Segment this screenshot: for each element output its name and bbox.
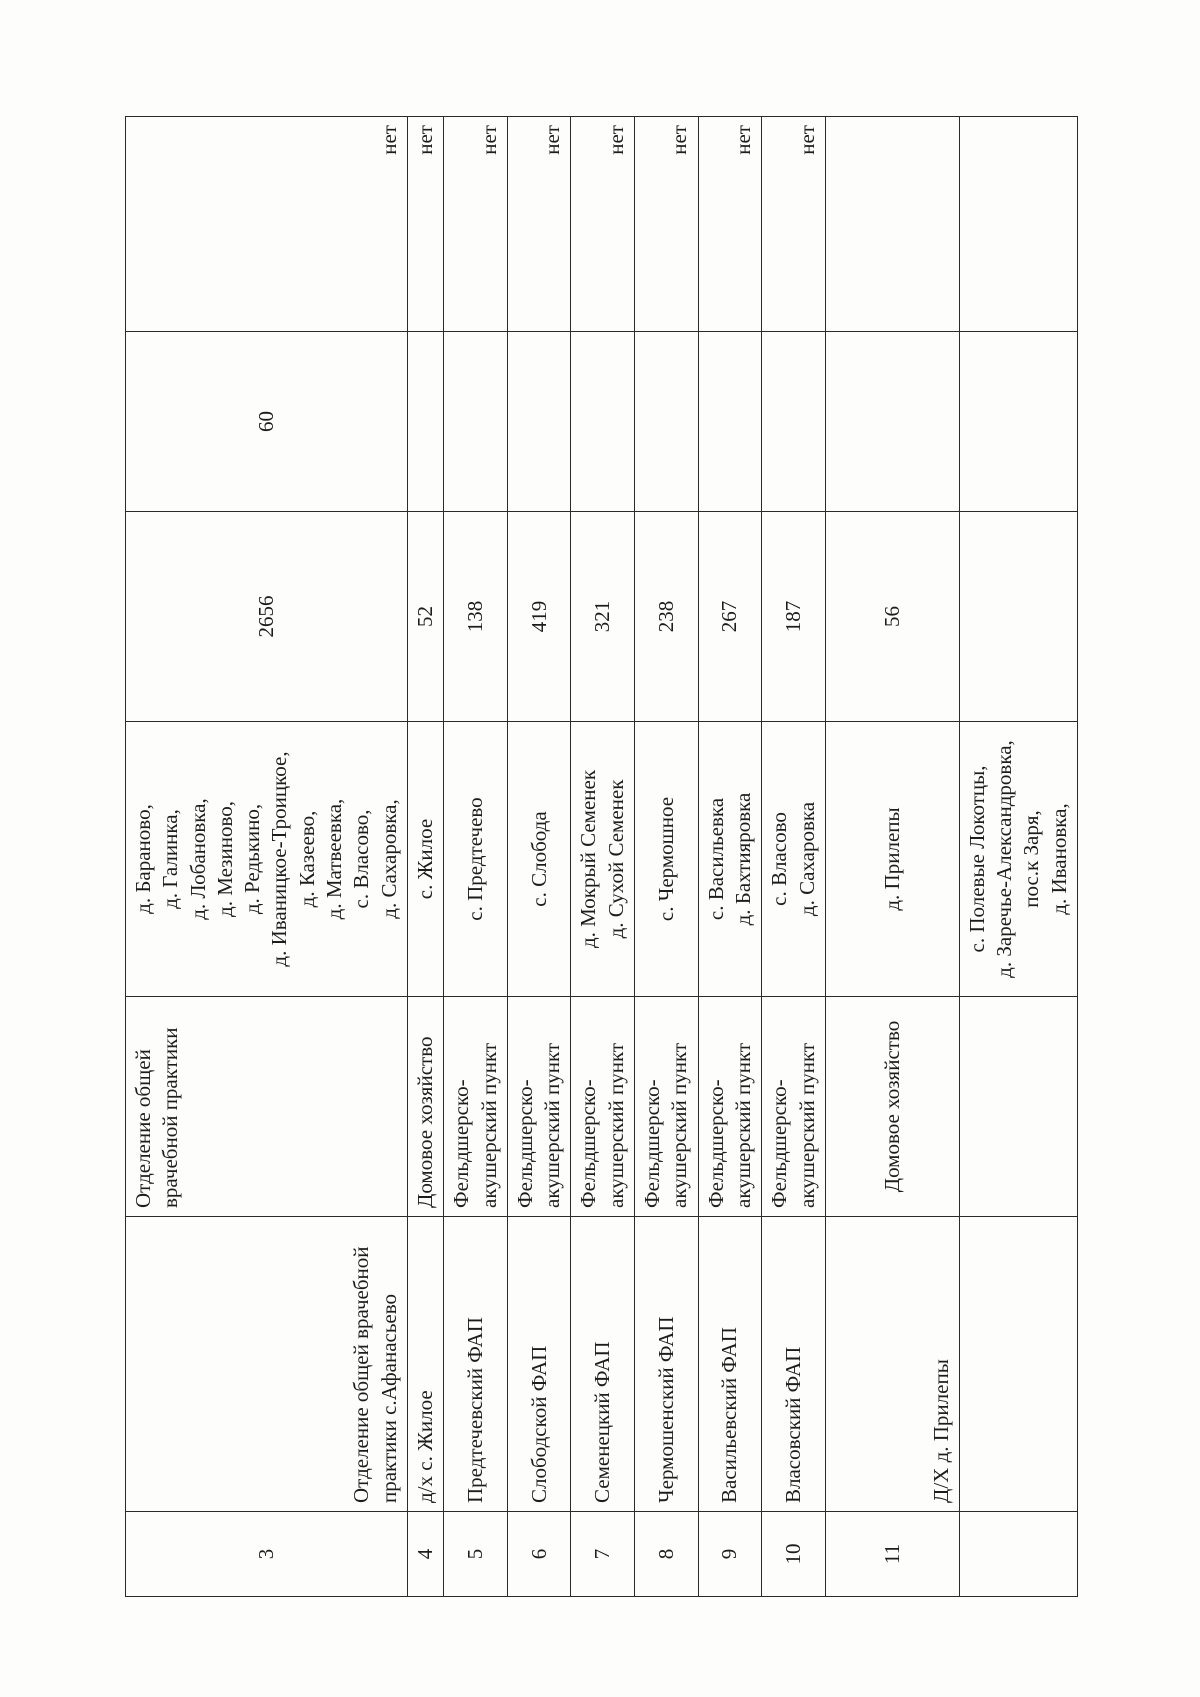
settlement-name: д. Мезиново, — [212, 801, 237, 917]
served-settlements — [126, 722, 408, 997]
settlement-name: с. Васильевка — [703, 797, 728, 921]
settlement-name: д. Мокрый Семенек — [576, 769, 601, 949]
settlement-name: д. Сахаровка, — [376, 799, 401, 919]
population: 138 — [444, 512, 508, 722]
settlement-name: пос.к Заря, — [1019, 810, 1044, 908]
served-settlements — [407, 722, 443, 997]
population: 52 — [407, 512, 443, 722]
beds — [571, 332, 635, 512]
facility-name: Д/Х д. Прилепы — [825, 1217, 959, 1512]
population: 267 — [698, 512, 762, 722]
facility-type: Фельдшерско-акушерский пункт — [698, 997, 762, 1217]
settlement-name: д. Матвеевка, — [322, 798, 347, 920]
served-settlements — [762, 722, 826, 997]
availability: нет — [698, 117, 762, 332]
facility-type: Домовое хозяйство — [825, 997, 959, 1217]
population: 238 — [635, 512, 699, 722]
table-row — [507, 117, 571, 1597]
served-settlements — [571, 722, 635, 997]
row-number: 5 — [444, 1512, 508, 1597]
served-settlements — [959, 722, 1077, 997]
facility-type: Домовое хозяйство — [407, 997, 443, 1217]
table-row — [571, 117, 635, 1597]
availability: нет — [126, 117, 408, 332]
settlement-name: д. Казеево, — [294, 810, 319, 908]
settlement-name: с. Чермошное — [653, 796, 678, 922]
table-row — [959, 117, 1077, 1597]
facility-name: д/х с. Жилое — [407, 1217, 443, 1512]
settlement-name: д. Бахтияровка — [730, 792, 755, 926]
facility-type: Фельдшерско-акушерский пункт — [762, 997, 826, 1217]
settlement-name: д. Редькино, — [240, 803, 265, 915]
settlement-name: д. Бараново, — [131, 804, 155, 914]
table-row — [407, 117, 443, 1597]
settlement-name: д. Сухой Семенек — [603, 779, 628, 939]
facility-type: Фельдшерско-акушерский пункт — [507, 997, 571, 1217]
settlement-name: д. Ивановка, — [1046, 803, 1071, 915]
settlement-name: с. Власово — [767, 812, 792, 906]
facility-name: Чермошенский ФАП — [635, 1217, 699, 1512]
population: 56 — [825, 512, 959, 722]
row-number: 3 — [126, 1512, 408, 1597]
facility-name: Семенецкий ФАП — [571, 1217, 635, 1512]
availability: нет — [507, 117, 571, 332]
settlement-name: д. Лобановка, — [185, 798, 210, 920]
beds — [444, 332, 508, 512]
rotated-table-container — [125, 117, 1071, 1597]
facility-type — [959, 997, 1077, 1217]
population: 187 — [762, 512, 826, 722]
row-number: 6 — [507, 1512, 571, 1597]
availability: нет — [571, 117, 635, 332]
settlement-name: с. Предтечево — [462, 797, 487, 921]
table-row — [698, 117, 762, 1597]
facility-type: Фельдшерско-акушерский пункт — [571, 997, 635, 1217]
facility-type: Отделение общей врачебной практики — [126, 997, 408, 1217]
settlement-name: д. Сахаровка — [794, 801, 819, 917]
facility-name: Отделение общей врачебной практики с.Афанасьево — [126, 1217, 408, 1512]
settlement-name: с. Жилое — [412, 818, 437, 900]
facility-name: Васильевский ФАП — [698, 1217, 762, 1512]
availability: нет — [407, 117, 443, 332]
availability — [959, 117, 1077, 332]
facility-name: Предтечевский ФАП — [444, 1217, 508, 1512]
row-number: 11 — [825, 1512, 959, 1597]
table-body — [126, 117, 1078, 1597]
table-row — [762, 117, 826, 1597]
served-settlements — [825, 722, 959, 997]
beds — [507, 332, 571, 512]
served-settlements — [507, 722, 571, 997]
row-number: 9 — [698, 1512, 762, 1597]
availability — [825, 117, 959, 332]
beds — [762, 332, 826, 512]
beds: 60 — [126, 332, 408, 512]
beds — [698, 332, 762, 512]
row-number: 8 — [635, 1512, 699, 1597]
facility-type: Фельдшерско-акушерский пункт — [635, 997, 699, 1217]
population: 419 — [507, 512, 571, 722]
settlement-name: д. Заречье-Александровка, — [992, 740, 1017, 978]
settlement-name: д. Прилепы — [879, 807, 904, 911]
beds — [825, 332, 959, 512]
facility-name: Власовский ФАП — [762, 1217, 826, 1512]
table-row — [635, 117, 699, 1597]
settlement-name: с. Полевые Локотцы, — [964, 765, 989, 953]
facility-name: Слободской ФАП — [507, 1217, 571, 1512]
availability: нет — [444, 117, 508, 332]
settlement-name: д. Галинка, — [158, 809, 183, 909]
table-row — [126, 117, 408, 1597]
facility-type: Фельдшерско-акушерский пункт — [444, 997, 508, 1217]
facilities-table — [125, 116, 1078, 1597]
row-number — [959, 1512, 1077, 1597]
population — [959, 512, 1077, 722]
served-settlements — [698, 722, 762, 997]
row-number: 7 — [571, 1512, 635, 1597]
served-settlements — [635, 722, 699, 997]
population: 2656 — [126, 512, 408, 722]
beds — [635, 332, 699, 512]
availability: нет — [635, 117, 699, 332]
beds — [959, 332, 1077, 512]
table-row — [444, 117, 508, 1597]
table-row — [825, 117, 959, 1597]
availability: нет — [762, 117, 826, 332]
settlement-name: с. Власово, — [349, 809, 374, 909]
row-number: 10 — [762, 1512, 826, 1597]
row-number: 4 — [407, 1512, 443, 1597]
population: 321 — [571, 512, 635, 722]
beds — [407, 332, 443, 512]
settlement-name: с. Слобода — [526, 811, 551, 907]
served-settlements — [444, 722, 508, 997]
facility-name — [959, 1217, 1077, 1512]
settlement-name: д. Иваницкое-Троицкое, — [267, 751, 292, 967]
